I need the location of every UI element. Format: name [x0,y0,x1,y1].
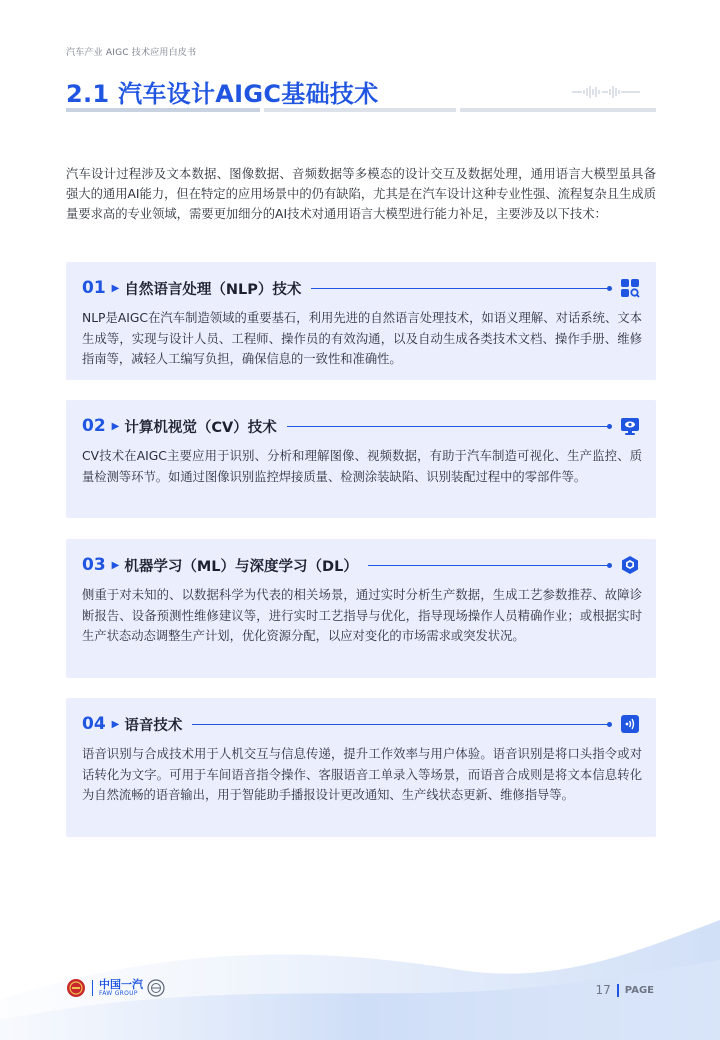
tech-card-nlp [66,262,656,380]
title-underline [66,108,656,112]
tech-card-ml-dl [66,539,656,678]
logo-cn: 中国一汽 [99,978,143,991]
card-number: 04 [82,714,106,734]
search-grid-icon [620,278,640,298]
card-number: 02 [82,416,106,436]
card-header [82,712,640,736]
logo-en: FAW GROUP [99,990,138,997]
card-body: 侧重于对未知的、以数据科学为代表的相关场景，通过实时分析生产数据，生成工艺参数推荐、故障诊断报告、设备预测性维修建议等，进行实时工艺指导与优化，指导现场操作人员精确作业；或根据实时生产状态动态调整生产计划，优化资源分配，以应对变化的市场需求或突发状况。 [82,588,642,643]
section-title: 2.1 汽车设计AIGC基础技术 [66,80,379,108]
page-divider [617,984,619,997]
triangle-icon: ▶ [111,420,120,432]
page-number-value: 17 [595,983,611,997]
faw-logo [66,978,165,998]
card-number: 03 [82,555,106,575]
intro-paragraph: 汽车设计过程涉及文本数据、图像数据、音频数据等多模态的设计交互及数据处理，通用语言大模型虽具备强大的通用AI能力，但在特定的应用场景中的仍有缺陷，尤其是在汽车设计这种专业性强、流程复杂且生成质量要求高的专业领域，需要更加细分的AI技术对通用语言大模型进行能力补足，主要涉及以下技术： [66,167,656,221]
footer-wave-decoration [0,880,720,1040]
voice-wave-icon [620,714,640,734]
card-divider [368,565,610,566]
card-body: CV技术在AIGC主要应用于识别、分析和理解图像、视频数据，有助于汽车制造可视化、生产监控、质量检测等环节。如通过图像识别监控焊接质量、检测涂装缺陷、识别装配过程中的零部件等。 [82,449,642,484]
triangle-icon: ▶ [111,718,120,730]
card-header [82,553,640,577]
card-title: 计算机视觉（CV）技术 [124,419,277,436]
card-body: NLP是AIGC在汽车制造领域的重要基石，利用先进的自然语言处理技术，如语义理解、对话系统、文本生成等，实现与设计人员、工程师、操作员的有效沟通，以及自动生成各类技术文档、操作手册、维修指南等，减轻人工编写负担，确保信息的一致性和准确性。 [82,311,642,366]
card-title: 自然语言处理（NLP）技术 [124,281,302,298]
monitor-eye-icon [620,416,640,436]
triangle-icon: ▶ [111,559,120,571]
card-body: 语音识别与合成技术用于人机交互与信息传递，提升工作效率与用户体验。语音识别是将口头指令或对话转化为文字。可用于车间语音指令操作、客服语音工单录入等场景，而语音合成则是将文本信息转化为自然流畅的语音输出，用于智能助手播报设计更改通知、生产线状态更新、维修指导等。 [82,747,642,802]
tech-card-voice [66,698,656,837]
card-title: 语音技术 [124,717,183,734]
card-title: 机器学习（ML）与深度学习（DL） [124,558,358,575]
card-header [82,276,640,300]
logo-divider [92,980,93,996]
page-number [596,983,654,997]
sound-wave-decoration [570,84,642,100]
card-divider [311,288,610,289]
cube-network-icon [620,555,640,575]
card-number: 01 [82,278,106,298]
emblem-icon [66,978,86,998]
document-title: 汽车产业 AIGC 技术应用白皮书 [66,48,197,58]
card-header [82,414,640,438]
triangle-icon: ▶ [111,282,120,294]
card-divider [192,724,610,725]
card-divider [287,426,610,427]
page-label: PAGE [624,984,654,996]
logo-text [99,979,143,997]
badge-icon [147,979,165,997]
tech-card-cv [66,400,656,518]
